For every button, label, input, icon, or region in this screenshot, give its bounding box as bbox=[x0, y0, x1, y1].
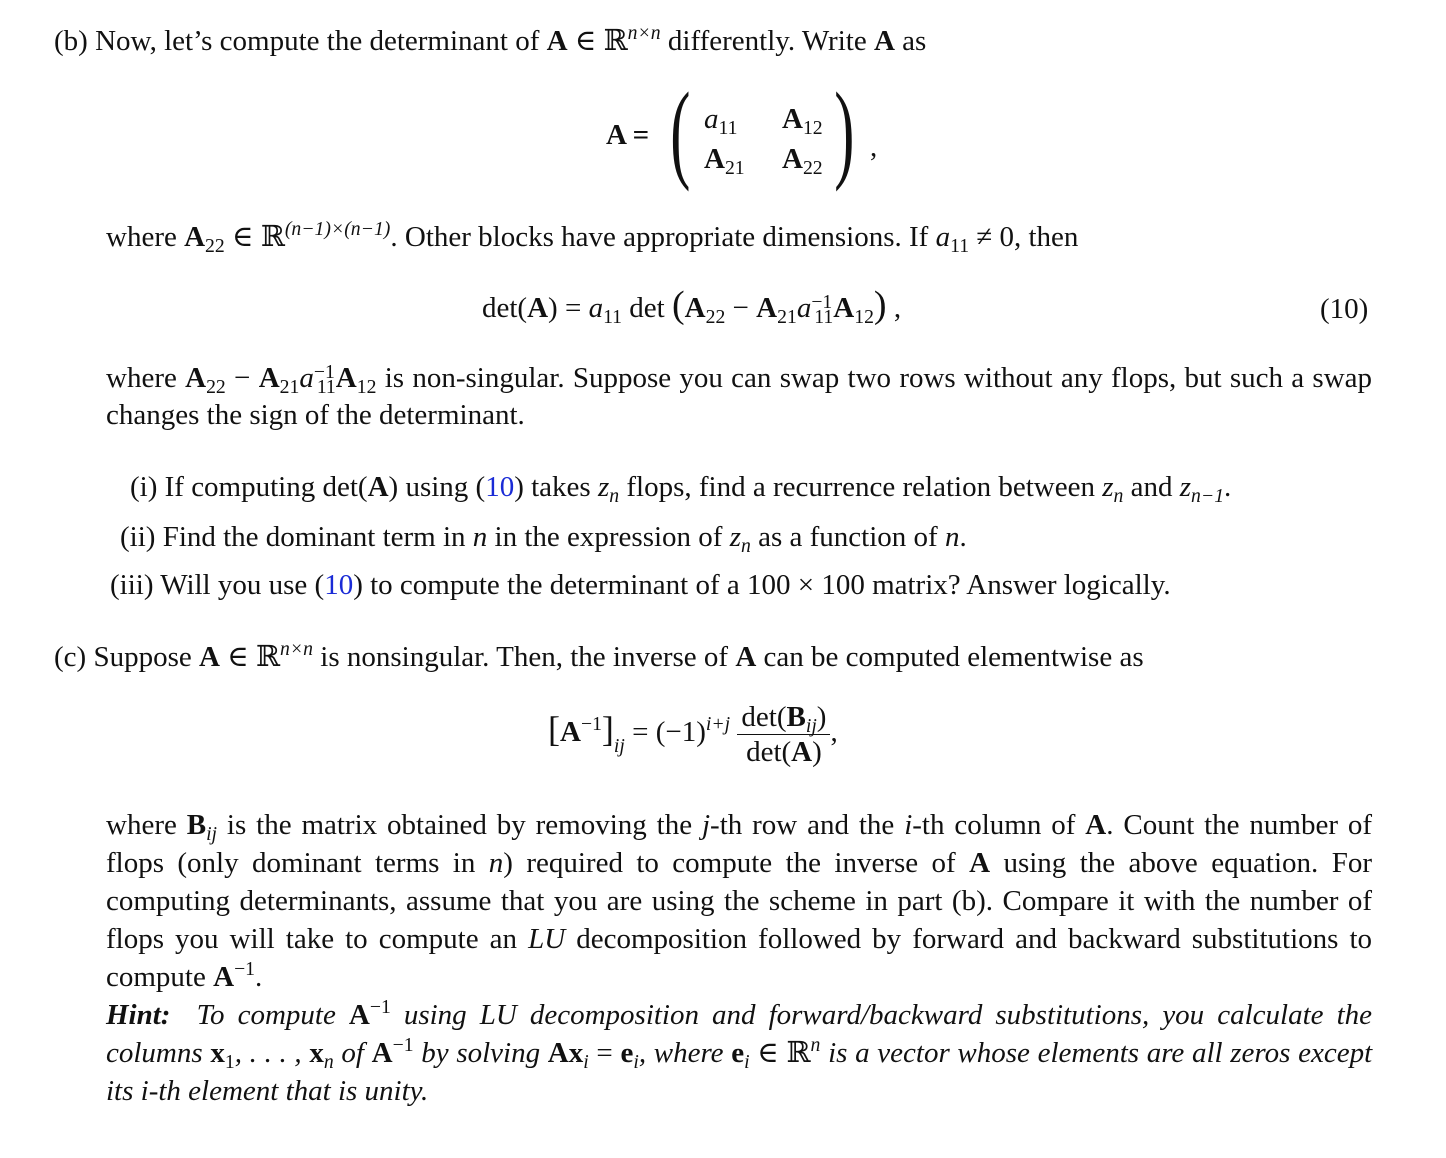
equation-10: $\det(A) = a_{11}$ $\det (A_{22} - A_{21}a^{-1}_{11}A_{12})$ , bbox=[482, 284, 902, 329]
part-b-label: (b) bbox=[54, 25, 88, 57]
equation-ref-link[interactable]: 10 bbox=[485, 471, 515, 503]
part-c-intro: (c) Suppose A ∈ ℝ$^{n\times n}$ is nonsingular. Then, the inverse of A can be computed elementwise as bbox=[54, 638, 1144, 673]
where-line-2: where $A_{22} - A_{21}a^{-1}_{11}A_{12}$ is non-singular. Suppose you can swap two rows without any flops, but such a swap changes the sign of the determinant. bbox=[106, 361, 1373, 431]
item-iii: (iii) Will you use (10) to compute the determinant of a 100 × 100 matrix? Answer logically. bbox=[110, 569, 1171, 601]
matrix-cell-21: $A_{21}$ bbox=[704, 143, 745, 180]
matrix-cell-12: $A_{12}$ bbox=[782, 103, 823, 140]
left-paren: ( bbox=[670, 70, 691, 192]
part-c-label: (c) bbox=[54, 641, 87, 673]
intro-text: Now, let’s compute the determinant of bbox=[95, 25, 540, 57]
matrix-cell-11: $a_{11}$ bbox=[704, 103, 738, 140]
inverse-formula: $[A^{-1}]_{ij} = (-1)^{i+j}$ $\frac{\det(B_{ij})}{\det(A)}$ , bbox=[548, 701, 838, 768]
part-b-intro: (b) Now, let’s compute the determinant of A ∈ ℝ$^{n\times n}$ differently. Write A as bbox=[54, 22, 927, 57]
matrix-cell-22: $A_{22}$ bbox=[782, 143, 823, 180]
where-line-1: where $A_{22}$ ∈ ℝ$^{(n-1)\times(n-1)}$. Other blocks have appropriate dimensions. If $a_{11} \ne 0$, then bbox=[106, 218, 1079, 258]
right-paren: ) bbox=[834, 70, 855, 192]
matrix-comma: , bbox=[870, 131, 878, 163]
part-c-body: where $B_{ij}$ is the matrix obtained by removing the j-th row and the i-th column of A. Count the number of flops (only dominant terms in n) required to compute the inverse of A using the above equation. For computing determinants, assume that you are using the scheme in part (b). Compare it with the number of flops you will take to compute an LU decomposition followed by forward and backward substitutions to compute $A^{-1}$. bbox=[106, 809, 1373, 993]
item-i: (i) If computing det(A) using (10) takes $z_n$ flops, find a recurrence relation between $z_n$ and $z_{n-1}$. bbox=[130, 471, 1232, 508]
equation-10-label: (10) bbox=[1320, 293, 1369, 325]
equation-ref-link[interactable]: 10 bbox=[324, 569, 354, 601]
hint-block: Hint: To compute $A^{-1}$ using LU decomposition and forward/backward substitutions, you calculate the columns $x_1$, . . . , $x_n$ of $A^{-1}$ by solving $Ax_i = e_i$, where $e_i$ ∈ ℝ$^n$ is a vector whose elements are all zeros except its i-th element that is unity. bbox=[106, 996, 1373, 1107]
item-ii: (ii) Find the dominant term in n in the expression of $z_n$ as a function of n. bbox=[120, 521, 967, 558]
matrix-lhs: A = bbox=[606, 119, 650, 151]
